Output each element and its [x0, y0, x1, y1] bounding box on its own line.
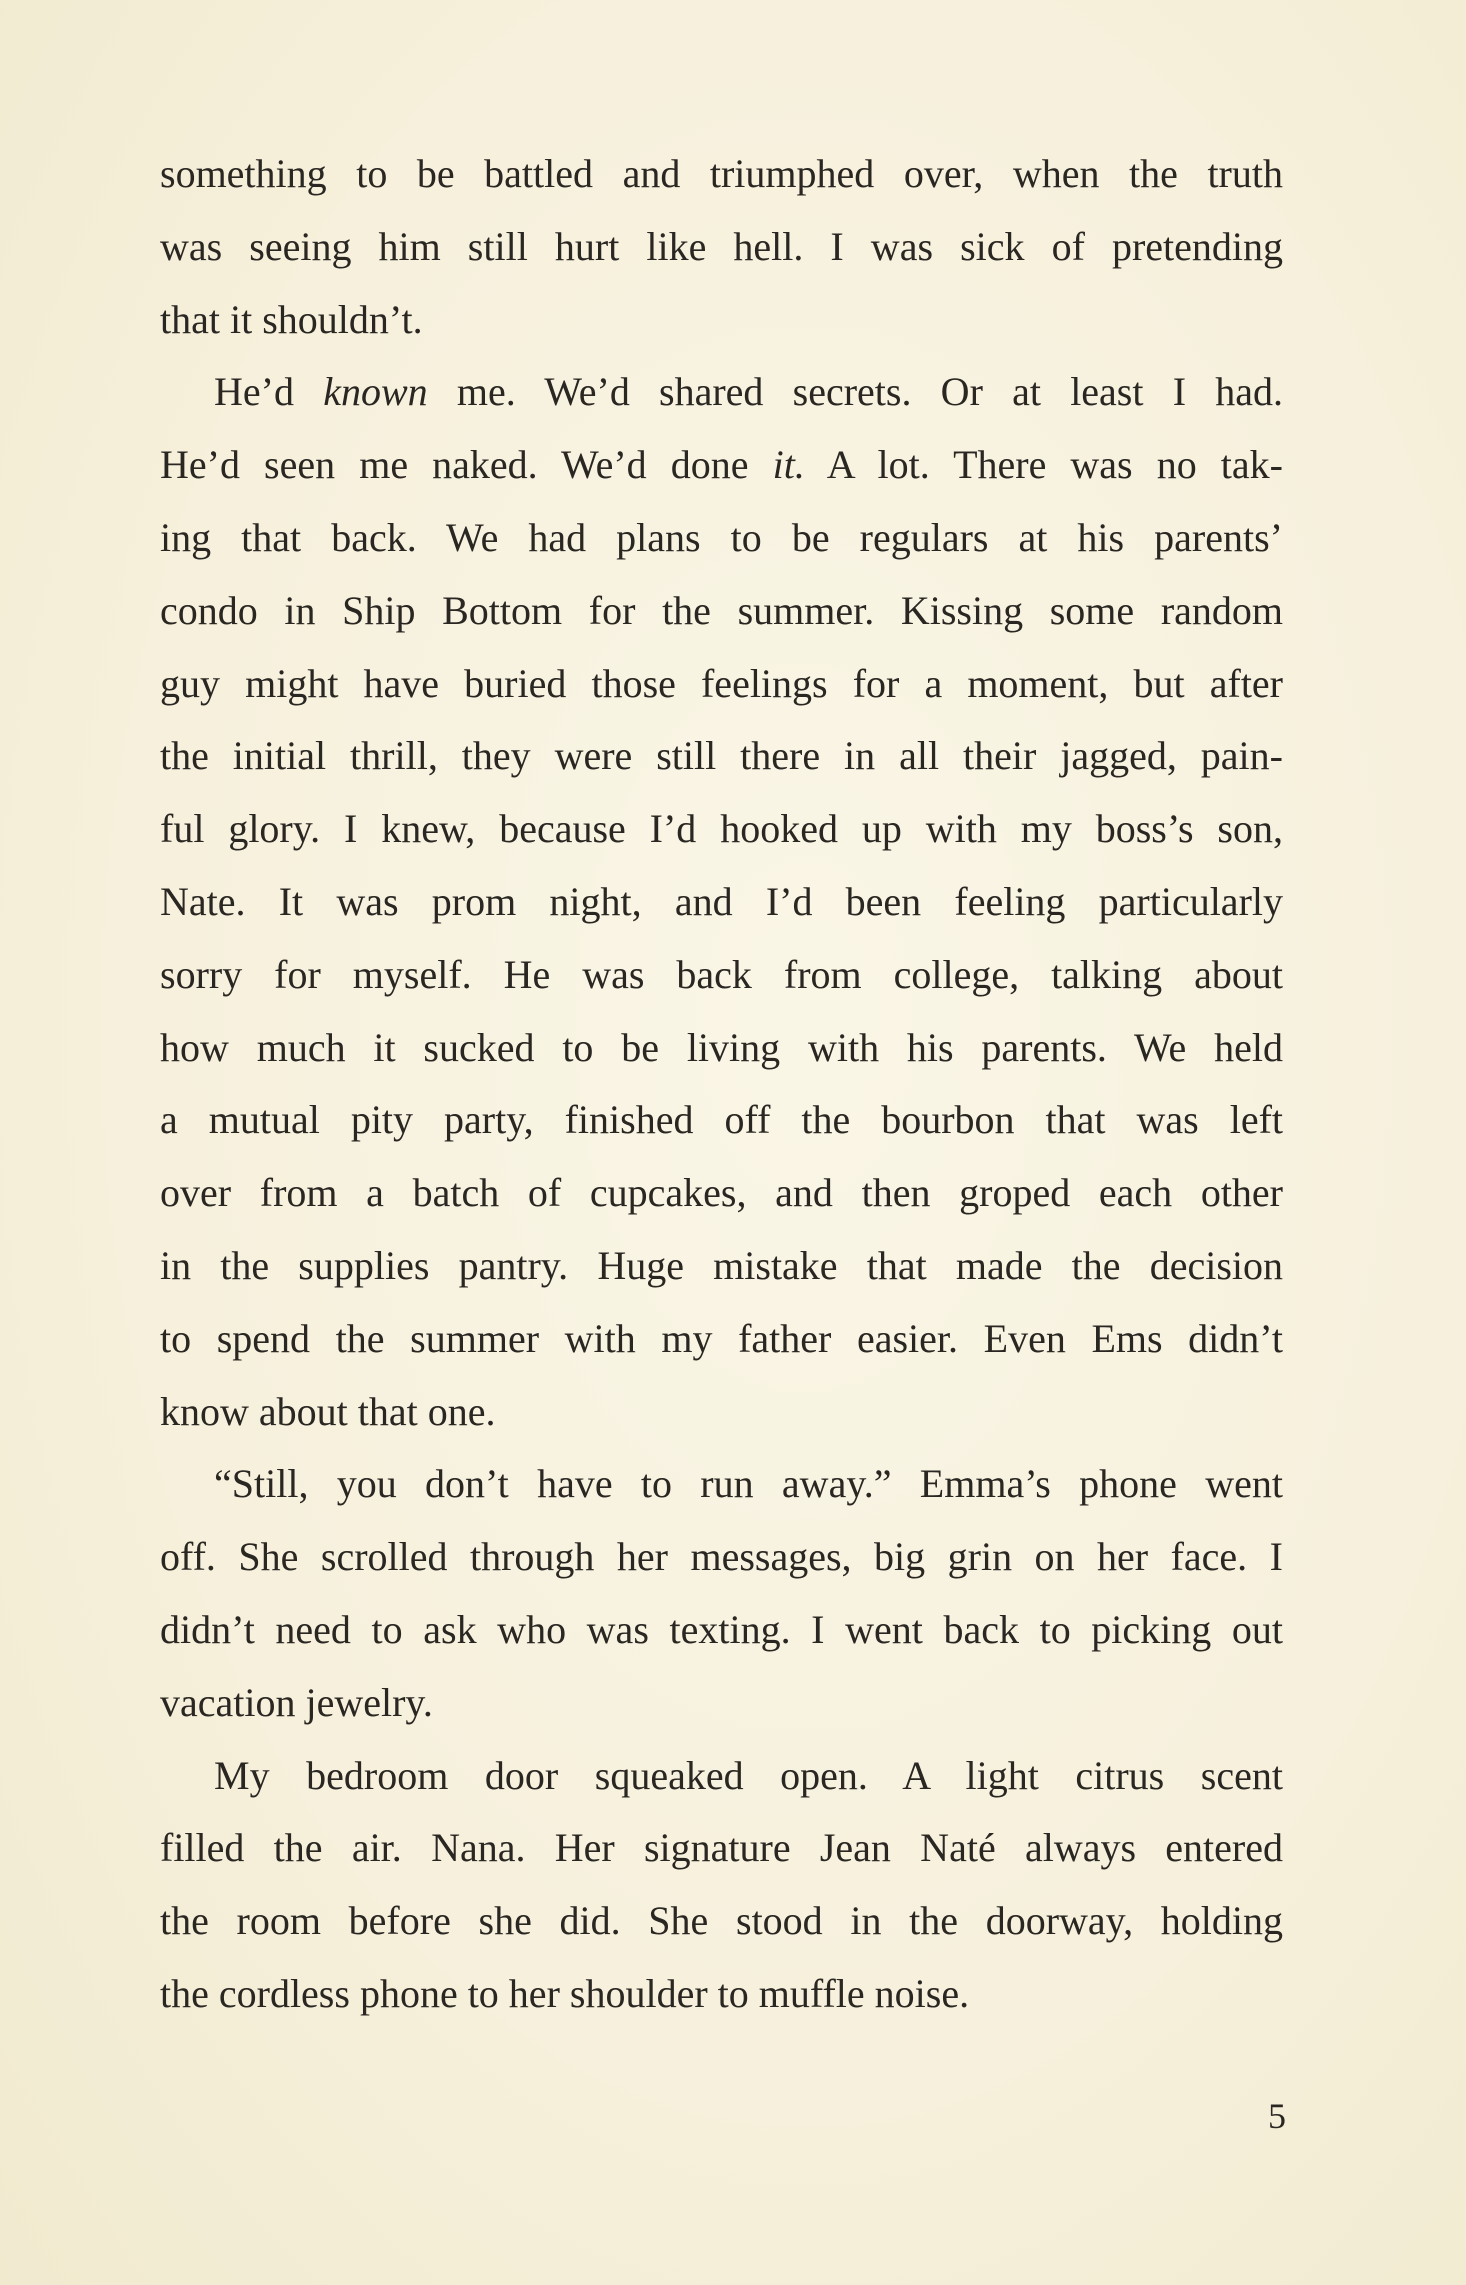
text-line: vacation jewelry.: [160, 1679, 433, 1725]
italic-word: known: [323, 369, 428, 415]
text-line: a mutual pity party, finished off the bourbon that was left: [160, 1097, 1283, 1143]
text-line: in the supplies pantry. Huge mistake that made the decision: [160, 1242, 1283, 1288]
text-run: He’d seen me naked. We’d done: [160, 442, 773, 488]
text-line: [160, 356, 1283, 429]
text-line: [160, 429, 1283, 502]
text-line: guy might have buried those feelings for a moment, but after: [160, 660, 1283, 706]
text-run: A lot. There was no tak-: [804, 442, 1283, 488]
text-line: over from a batch of cupcakes, and then groped each other: [160, 1170, 1283, 1216]
text-line: ing that back. We had plans to be regulars at his parents’: [160, 514, 1283, 560]
text-line: filled the air. Nana. Her signature Jean Naté always entered: [160, 1825, 1283, 1871]
text-line: the cordless phone to her shoulder to muffle noise.: [160, 1970, 970, 2016]
text-line: Nate. It was prom night, and I’d been feeling particularly: [160, 878, 1283, 924]
text-run: me. We’d shared secrets. Or at least I had.: [427, 369, 1283, 415]
text-line: condo in Ship Bottom for the summer. Kissing some random: [160, 587, 1283, 633]
text-line: know about that one.: [160, 1388, 496, 1434]
text-line: My bedroom door squeaked open. A light citrus scent: [214, 1752, 1283, 1798]
italic-word: it.: [772, 442, 805, 488]
text-run: He’d: [214, 369, 324, 415]
text-line: to spend the summer with my father easier. Even Ems didn’t: [160, 1315, 1283, 1361]
text-line: that it shouldn’t.: [160, 296, 423, 342]
text-line: something to be battled and triumphed over, when the truth: [160, 151, 1283, 196]
text-line: didn’t need to ask who was texting. I went back to picking out: [160, 1606, 1283, 1652]
text-line: how much it sucked to be living with his parents. We held: [160, 1024, 1283, 1070]
text-line: was seeing him still hurt like hell. I was sick of pretending: [160, 223, 1283, 269]
text-line: ful glory. I knew, because I’d hooked up with my boss’s son,: [160, 806, 1283, 852]
text-line: the room before she did. She stood in the doorway, holding: [160, 1898, 1283, 1944]
page-number: 5: [1268, 2096, 1286, 2136]
text-line: the initial thrill, they were still there in all their jagged, pain-: [160, 733, 1283, 779]
text-line: “Still, you don’t have to run away.” Emma’s phone went: [214, 1461, 1283, 1507]
text-line: off. She scrolled through her messages, big grin on her face. I: [160, 1534, 1283, 1580]
text-line: sorry for myself. He was back from college, talking about: [160, 951, 1283, 997]
body-text: [160, 138, 1283, 2031]
